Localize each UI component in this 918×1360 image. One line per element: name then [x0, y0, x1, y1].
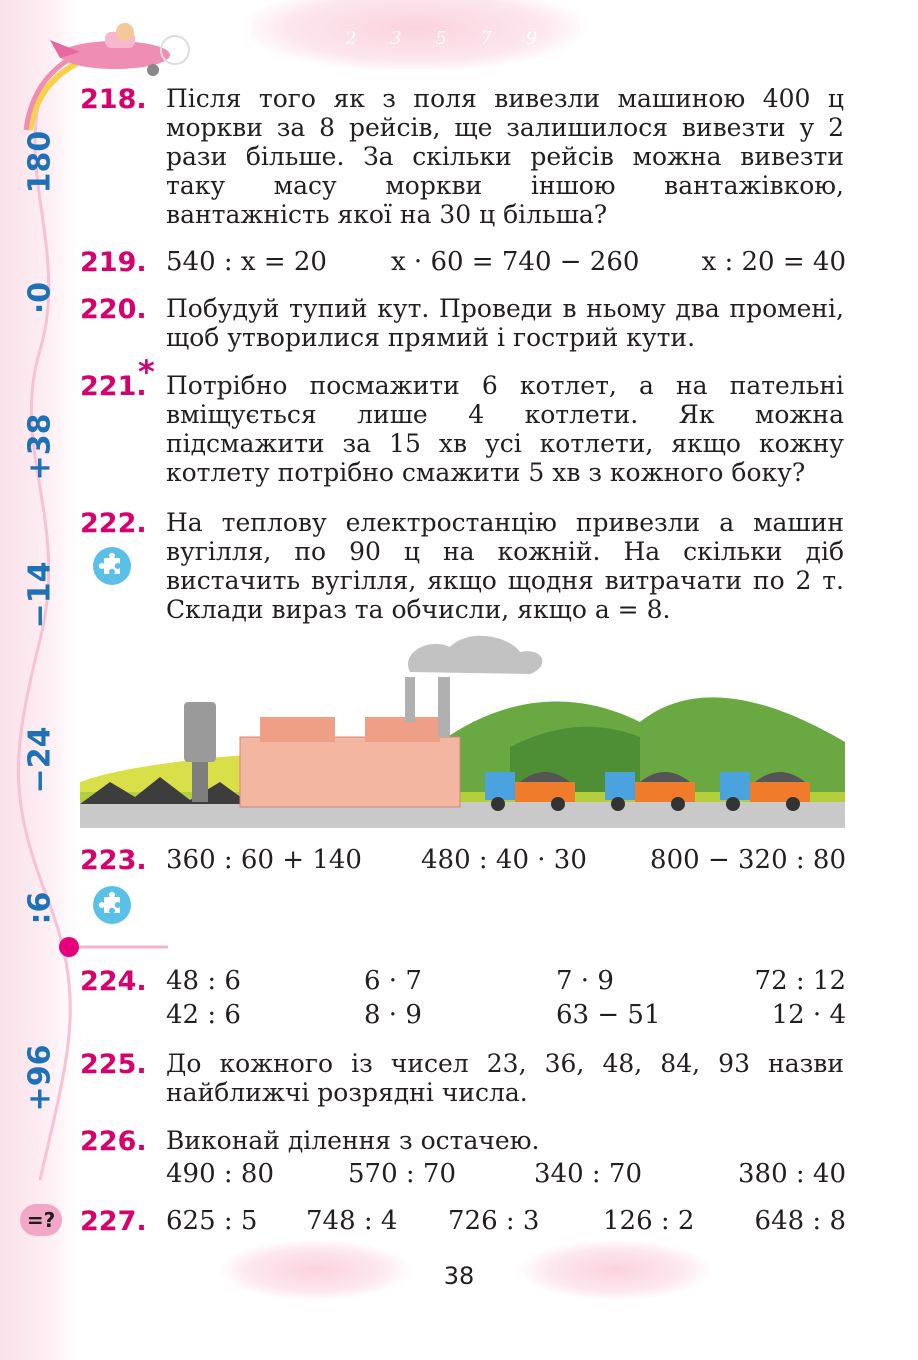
expression: 42 : 6 [166, 1000, 241, 1030]
expression: 380 : 40 [738, 1159, 846, 1189]
expression: 12 · 4 [771, 1000, 846, 1030]
equals-question-icon: =? [20, 1204, 62, 1236]
task-number: 225. [80, 1049, 147, 1080]
expression: 648 : 8 [754, 1206, 846, 1236]
expression: 480 : 40 · 30 [421, 845, 587, 875]
expression: 72 : 12 [754, 966, 846, 996]
equation: x · 60 = 740 − 260 [391, 247, 640, 277]
page-number: 38 [443, 1262, 475, 1290]
expression: 490 : 80 [166, 1159, 274, 1189]
task-text: Побудуй тупий кут. Проведи в ньому два промені, щоб утворилися прямий і гострий кути. [166, 294, 844, 352]
header-decoration [250, 0, 580, 70]
expression: 6 · 7 [364, 966, 422, 996]
task-218 [80, 84, 850, 229]
task-number: 227. [80, 1206, 147, 1237]
task-text: Виконай ділення з остачею. [166, 1126, 540, 1155]
task-text: До кожного із чисел 23, 36, 48, 84, 93 назви найближчі розрядні числа. [166, 1049, 844, 1107]
task-number: 223. [80, 845, 147, 876]
puzzle-icon [92, 546, 132, 586]
task-number: 218. [80, 84, 147, 115]
expression: 126 : 2 [603, 1206, 695, 1236]
expression: 8 · 9 [364, 1000, 422, 1030]
expression: 726 : 3 [448, 1206, 540, 1236]
expression: 360 : 60 + 140 [166, 845, 362, 875]
section-divider [58, 936, 168, 958]
puzzle-icon [92, 885, 132, 925]
task-223 [80, 845, 850, 879]
task-number: 220. [80, 294, 147, 325]
task-text: Потрібно посмажити 6 котлет, а на пательні вміщується лише 4 котлети. Як можна підсмажити за 15 хв усі котлети, якщо кожну котлету потрібно смажити 5 хв з кожного боку? [166, 371, 844, 487]
expression: 570 : 70 [348, 1159, 456, 1189]
task-227 [80, 1206, 850, 1240]
sidebar-curve [0, 0, 78, 1360]
expression: 625 : 5 [166, 1206, 258, 1236]
task-number: 224. [80, 966, 147, 997]
expression: 48 : 6 [166, 966, 241, 996]
task-number: 221. [80, 371, 147, 402]
sidebar-strip: 180 ·0 +38 −14 −24 :6 +96 [0, 0, 78, 1360]
equation: 540 : x = 20 [166, 247, 327, 277]
equation: x : 20 = 40 [701, 247, 846, 277]
airplane-icon [20, 10, 190, 80]
expression: 748 : 4 [306, 1206, 398, 1236]
task-220 [80, 294, 850, 352]
task-221 [80, 353, 850, 487]
task-219 [80, 247, 850, 281]
task-text: Після того як з поля вивезли машиною 400 ц моркви за 8 рейсів, ще залишилося вивезти у 2 рази більше. За скільки рейсів можна вивезти таку масу моркви іншою вантажівкою, вантажність якої на 30 ц більша? [166, 84, 844, 229]
task-number: 226. [80, 1126, 147, 1157]
task-224 [80, 966, 850, 1034]
expression: 63 − 51 [556, 1000, 661, 1030]
expression: 340 : 70 [534, 1159, 642, 1189]
task-number: 222. [80, 508, 147, 539]
expression: 800 − 320 : 80 [650, 845, 846, 875]
task-number: 219. [80, 247, 147, 278]
star-mark: * [138, 353, 155, 391]
task-text: На теплову електростанцію привезли a машин вугілля, по 90 ц на кожній. На скільки діб вистачить вугілля, якщо щодня витрачати по 2 т. Склади вираз та обчисли, якщо a = 8. [166, 508, 844, 624]
task-226 [80, 1126, 850, 1193]
decor-digits: 2 3 5 7 9 [345, 28, 552, 49]
expression: 7 · 9 [556, 966, 614, 996]
power-plant-illustration [80, 632, 845, 828]
task-225 [80, 1049, 850, 1107]
task-222 [80, 508, 850, 624]
